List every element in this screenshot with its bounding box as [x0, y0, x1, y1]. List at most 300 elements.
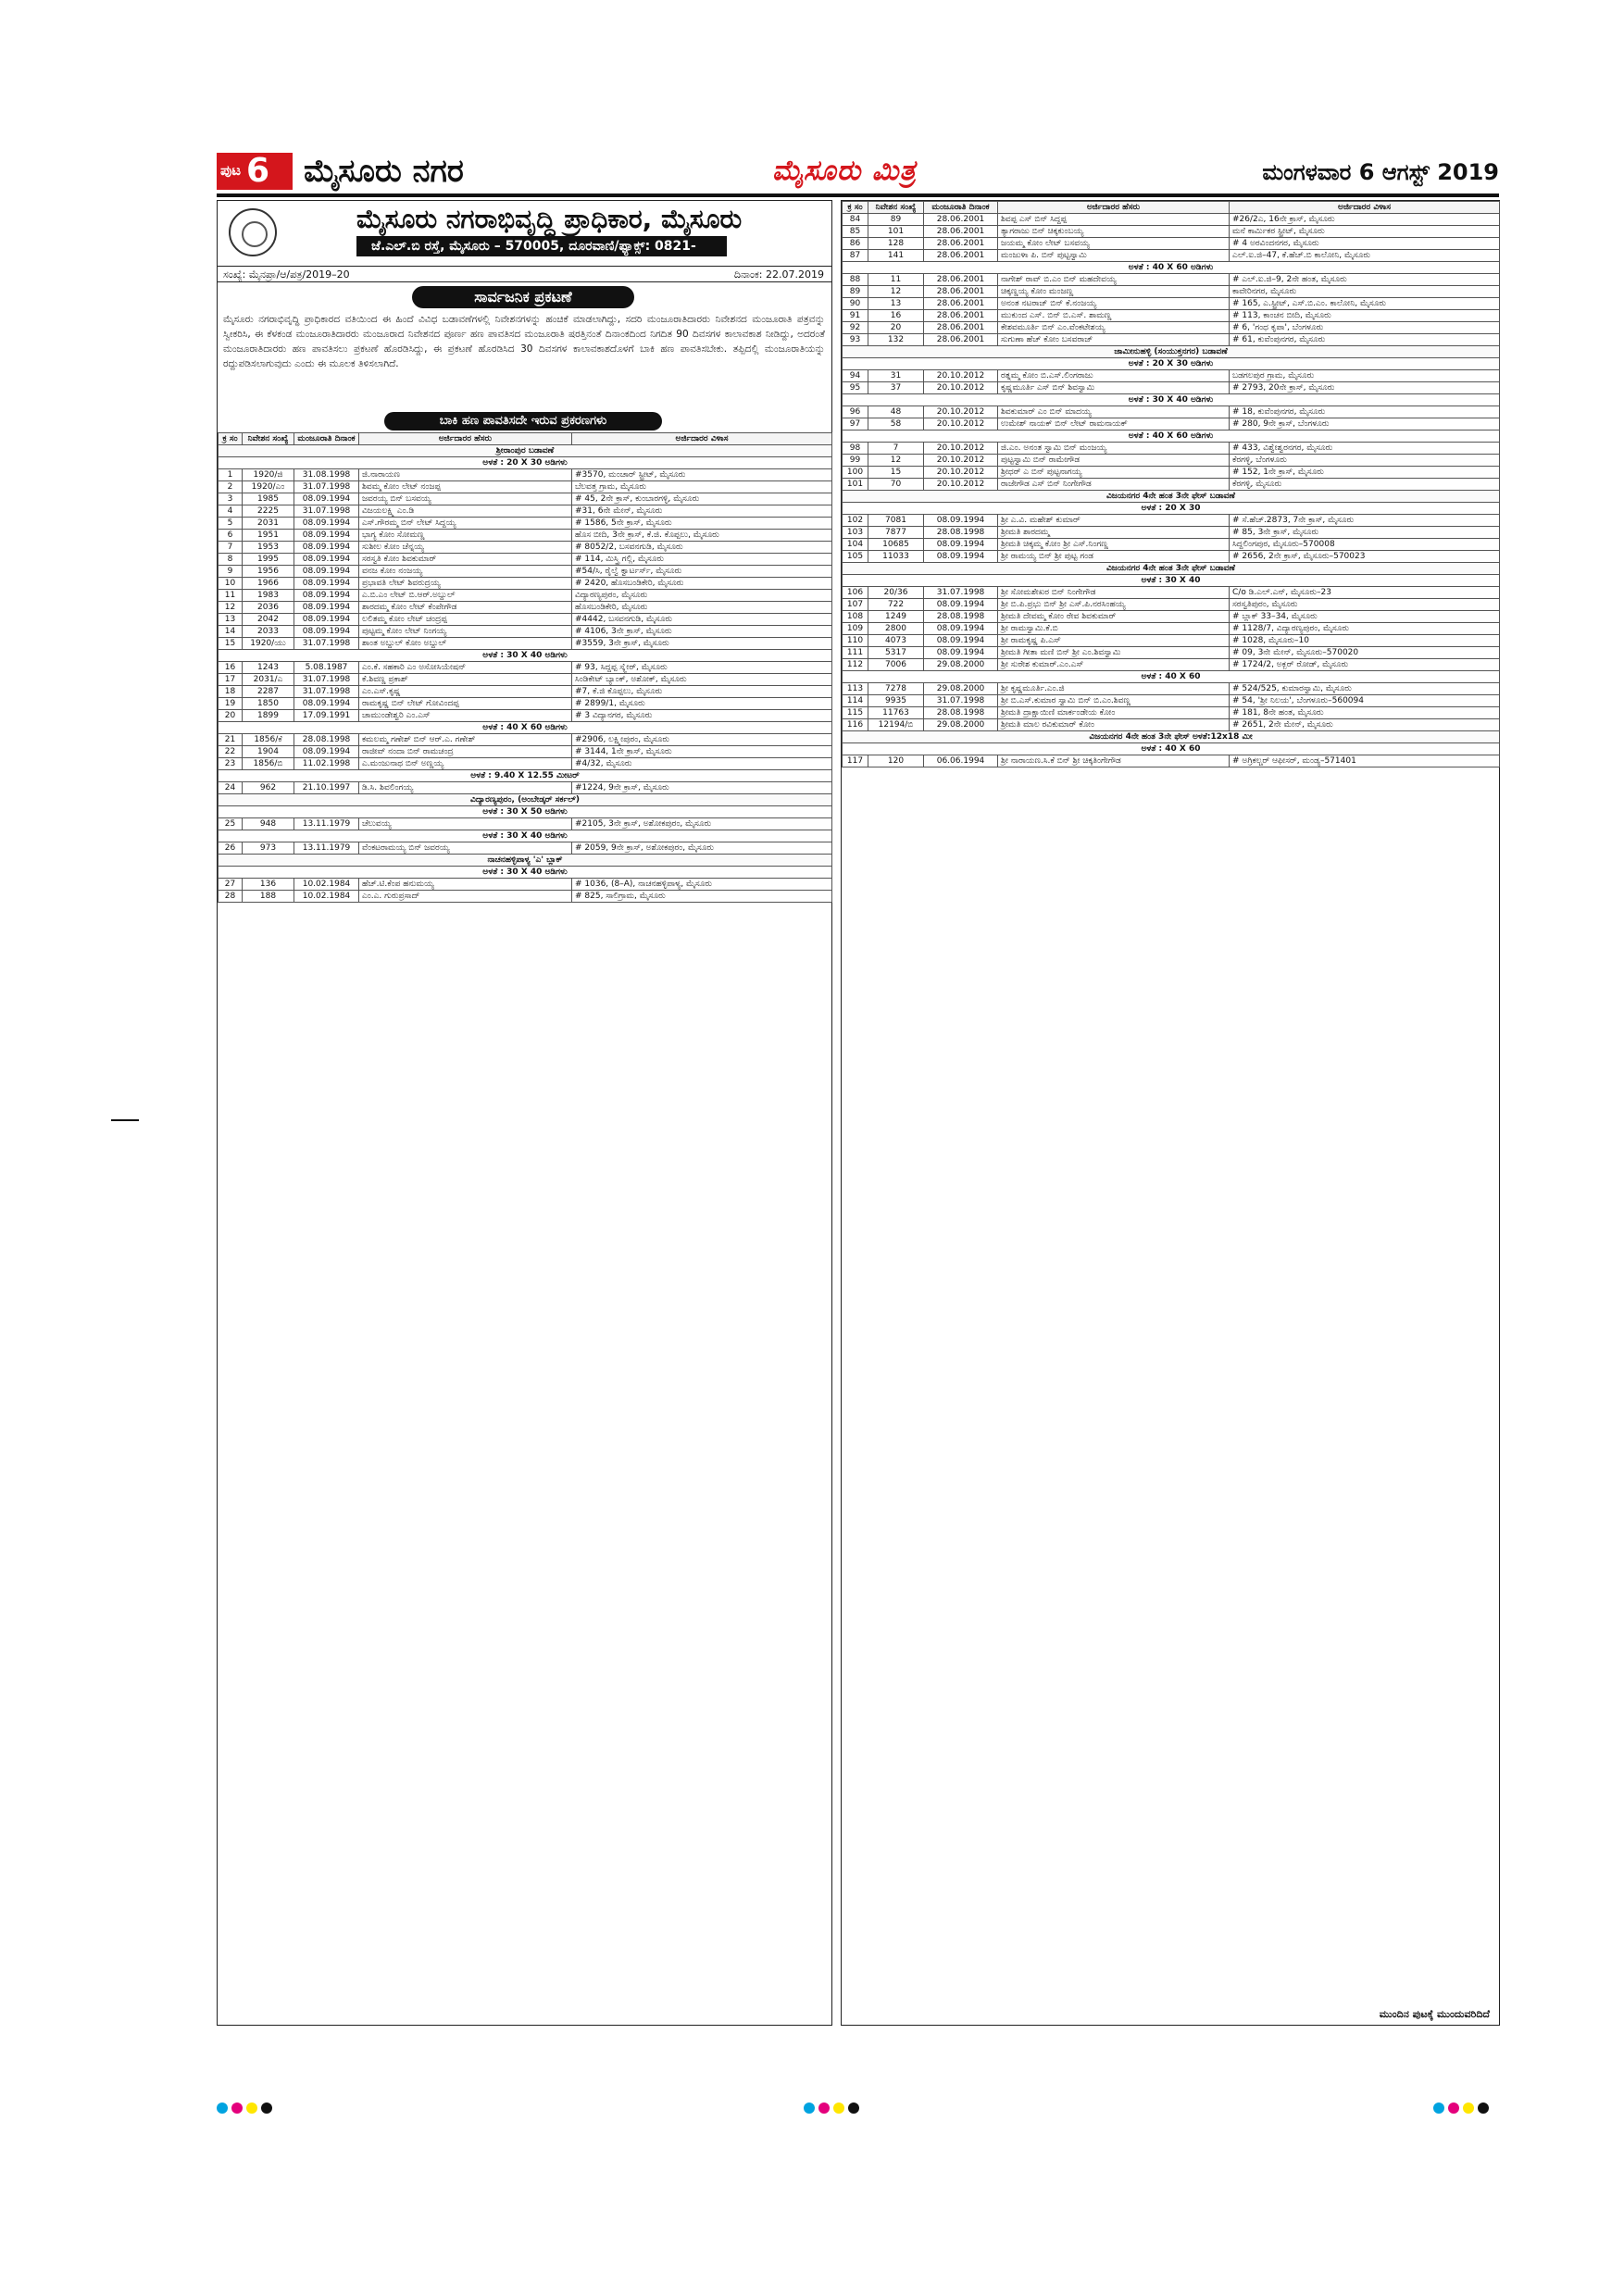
- site-size-row: [843, 503, 1500, 515]
- allotment-date-cell: 08.09.1994: [924, 623, 998, 635]
- applicant-name-cell: ಶಿವಮ್ಮ ಕೋಂ ಲೇಟ್ ನಂಜಪ್ಪ: [359, 481, 572, 493]
- reference-row: [218, 266, 831, 282]
- allotment-date-cell: 20.10.2012: [924, 418, 998, 430]
- applicant-address-cell: # 6, 'ಗಂಧ ಕೃಪಾ', ಬೆಂಗಳೂರು: [1230, 322, 1500, 334]
- site-size-heading: ಅಳತೆ : 30 X 40 ಅಡಿಗಳು: [843, 394, 1500, 406]
- allotment-date-cell: 29.08.2000: [924, 683, 998, 695]
- magenta-dot-icon: [231, 2103, 243, 2114]
- applicant-name-cell: ಶ್ರೀಧರ್ ಎ ಬಿನ್ ಪುಟ್ಟನಾಗಯ್ಯ: [998, 467, 1230, 479]
- serial-cell: 85: [843, 226, 868, 238]
- authority-emblem-icon: [229, 208, 277, 256]
- applicant-name-cell: ನಾಗೇಶ್ ರಾವ್ ಬಿ.ಎಂ ಬಿನ್ ಮಹದೇವಯ್ಯ: [998, 274, 1230, 286]
- allotment-date-cell: 08.09.1994: [294, 698, 359, 710]
- allotment-date-cell: 31.07.1998: [294, 481, 359, 493]
- header-address: ಅರ್ಜಿದಾರರ ವಿಳಾಸ: [1230, 202, 1500, 214]
- table-row: [219, 818, 832, 830]
- applicant-address-cell: # 1724/2, ಅಕ್ಬರ್ ರೋಡ್, ಮೈಸೂರು: [1230, 659, 1500, 671]
- serial-cell: 18: [219, 686, 243, 698]
- table-row: [843, 587, 1500, 599]
- site-size-row: [843, 358, 1500, 370]
- serial-cell: 90: [843, 298, 868, 310]
- site-number-cell: 1985: [243, 493, 294, 505]
- site-number-cell: 7: [868, 443, 924, 455]
- site-size-heading: ಅಳತೆ : 9.40 X 12.55 ಮೀಟರ್: [219, 770, 832, 782]
- applicant-address-cell: # 61, ಕುವೆಂಪುನಗರ, ಮೈಸೂರು: [1230, 334, 1500, 346]
- allotment-date-cell: 28.06.2001: [924, 238, 998, 250]
- layout-heading: ವಿಜಯನಗರ 4ನೇ ಹಂತ 3ನೇ ಫೇಸ್ ಬಡಾವಣೆ: [843, 491, 1500, 503]
- allotment-date-cell: 28.06.2001: [924, 250, 998, 262]
- table-row: [843, 527, 1500, 539]
- section-title: ಮೈಸೂರು ನಗರ: [304, 153, 464, 190]
- applicant-address-cell: # 524/525, ಕುಮಾರಸ್ವಾಮಿ, ಮೈಸೂರು: [1230, 683, 1500, 695]
- table-row: [843, 683, 1500, 695]
- applicant-name-cell: ಶ್ರೀ ಕೃಷ್ಣಮೂರ್ತಿ.ಎಂ.ಜಿ: [998, 683, 1230, 695]
- allotment-date-cell: 28.06.2001: [924, 322, 998, 334]
- site-size-heading: ಅಳತೆ : 30 X 40 ಅಡಿಗಳು: [219, 650, 832, 662]
- site-number-cell: 2031/ಎ: [243, 674, 294, 686]
- site-number-cell: 2042: [243, 614, 294, 626]
- applicant-address-cell: ಕೆರಗಳ್ಳಿ, ಮೈಸೂರು: [1230, 479, 1500, 491]
- serial-cell: 13: [219, 614, 243, 626]
- serial-cell: 95: [843, 382, 868, 394]
- table-row: [843, 310, 1500, 322]
- table-row: [843, 334, 1500, 346]
- allotment-date-cell: 20.10.2012: [924, 370, 998, 382]
- table-row: [219, 566, 832, 578]
- allotment-date-cell: 28.08.1998: [924, 707, 998, 719]
- allotment-date-cell: 08.09.1994: [294, 530, 359, 542]
- table-row: [843, 635, 1500, 647]
- allotment-date-cell: 29.08.2000: [924, 659, 998, 671]
- site-size-heading: ಅಳತೆ : 20 X 30: [843, 503, 1500, 515]
- applicant-address-cell: # 09, 3ನೇ ಮೇನ್, ಮೈಸೂರು–570020: [1230, 647, 1500, 659]
- table-body-left: [219, 445, 832, 903]
- authority-address: ಜೆ.ಎಲ್.ಬಿ ರಸ್ತೆ, ಮೈಸೂರು – 570005, ದೂರವಾಣಿ/ಫ್ಯಾಕ್ಸ್: 0821-2420624: [356, 236, 727, 256]
- site-size-heading: ಅಳತೆ : 20 X 30 ಅಡಿಗಳು: [843, 358, 1500, 370]
- serial-cell: 1: [219, 469, 243, 481]
- table-row: [219, 891, 832, 903]
- applicant-address-cell: #31, 6ನೇ ಮೇನ್, ಮೈಸೂರು: [572, 505, 832, 518]
- applicant-address-cell: # 54, 'ಶ್ರೀ ನಿಲಯ', ಬೆಂಗಳೂರು–560094: [1230, 695, 1500, 707]
- serial-cell: 107: [843, 599, 868, 611]
- site-number-cell: 89: [868, 214, 924, 226]
- black-dot-icon: [261, 2103, 272, 2114]
- applicant-address-cell: # 85, 3ನೇ ಕ್ರಾಸ್, ಮೈಸೂರು: [1230, 527, 1500, 539]
- public-notice-right-column: [841, 200, 1500, 2026]
- applicant-address-cell: # ಬ್ಲಾಕ್ 33–34, ಮೈಸೂರು: [1230, 611, 1500, 623]
- site-size-heading: ಅಳತೆ : 40 X 60 ಅಡಿಗಳು: [843, 430, 1500, 443]
- site-number-cell: 1956: [243, 566, 294, 578]
- site-number-cell: 136: [243, 879, 294, 891]
- applicant-address-cell: # 433, ವಿಶ್ವೇಶ್ವರನಗರ, ಮೈಸೂರು: [1230, 443, 1500, 455]
- applicant-name-cell: ಶ್ರೀ ರಾಮಸ್ವಾಮಿ.ಕೆ.ಬಿ: [998, 623, 1230, 635]
- site-number-cell: 1951: [243, 530, 294, 542]
- site-size-row: [219, 722, 832, 734]
- site-size-row: [219, 770, 832, 782]
- applicant-name-cell: ಶ್ರೀಮತಿ ದೇವಮ್ಮ ಕೋಂ ರೇವ ಶಿವಕುಮಾರ್: [998, 611, 1230, 623]
- allotment-date-cell: 08.09.1994: [924, 515, 998, 527]
- site-number-cell: 1995: [243, 554, 294, 566]
- notice-intro-text: ಮೈಸೂರು ನಗರಾಭಿವೃದ್ಧಿ ಪ್ರಾಧಿಕಾರದ ವತಿಯಿಂದ ಈ ಹಿಂದೆ ವಿವಿಧ ಬಡಾವಣೆಗಳಲ್ಲಿ ನಿವೇಶನಗಳನ್ನು ಹಂಚಿಕೆ ಮಾಡಲಾಗಿದ್ದು, ಸದರಿ ಮಂಜೂರಾತಿದಾರರು ನಿವೇಶನದ ಮಂಜೂರಾತಿ ಪತ್ರವನ್ನು ಸ್ವೀಕರಿಸಿ, ಈ ಕೆಳಕಂಡ ಮಂಜೂರಾತಿದಾರರು ಮಂಜೂರಾದ ನಿವೇಶನದ ಪೂರ್ಣ ಹಣ ಪಾವತಿಸದ ಮಂಜೂರಾತಿ ಷರತ್ತಿನಂತೆ ದಿನಾಂಕದಿಂದ ನಿಗದಿತ 90 ದಿವಸಗಳ ಕಾಲಾವಕಾಶ ನೀಡಿದ್ದು, ಅದರಂತೆ ಮಂಜೂರಾತಿದಾರರು ಹಣ ಪಾವತಿಸಲು ಪ್ರಕಟಣೆ ಹೊರಡಿಸಿದ್ದು, ಈ ಪ್ರಕಟಣೆ ಹೊರಡಿಸಿದ 30 ದಿವಸಗಳ ಕಾಲಾವಕಾಶದೊಳಗೆ ಬಾಕಿ ಹಣ ಪಾವತಿಸಬೇಕು. ತಪ್ಪಿದಲ್ಲಿ ಮಂಜೂರಾತಿಯನ್ನು ರದ್ದುಪಡಿಸಲಾಗುವುದು ಎಂದು ಈ ಮೂಲಕ ತಿಳಿಸಲಾಗಿದೆ.: [223, 314, 825, 369]
- applicant-address-cell: ಬಡಗಲಪುರ ಗ್ರಾಮ, ಮೈಸೂರು: [1230, 370, 1500, 382]
- site-size-heading: ಅಳತೆ : 40 X 60: [843, 671, 1500, 683]
- header-serial: ಕ್ರ ಸಂ: [843, 202, 868, 214]
- masthead: [217, 151, 1499, 192]
- layout-heading: ವಿಜಯನಗರ 4ನೇ ಹಂತ 3ನೇ ಫೇಸ್ ಬಡಾವಣೆ: [843, 563, 1500, 575]
- table-row: [843, 707, 1500, 719]
- page-number: 6: [246, 152, 270, 190]
- serial-cell: 110: [843, 635, 868, 647]
- applicant-name-cell: ಚೆಲುವಯ್ಯ: [359, 818, 572, 830]
- table-row: [843, 659, 1500, 671]
- allotment-date-cell: 28.06.2001: [924, 298, 998, 310]
- table-row: [219, 530, 832, 542]
- allotment-date-cell: 20.10.2012: [924, 443, 998, 455]
- serial-cell: 116: [843, 719, 868, 731]
- site-number-cell: 2031: [243, 518, 294, 530]
- table-row: [843, 382, 1500, 394]
- allotment-date-cell: 31.07.1998: [294, 505, 359, 518]
- yellow-dot-icon: [246, 2103, 257, 2114]
- layout-heading-row: [843, 731, 1500, 743]
- serial-cell: 92: [843, 322, 868, 334]
- table-row: [219, 782, 832, 794]
- applicant-name-cell: ಕೆ.ಶಿವಣ್ಣ ಪ್ರಕಾಶ್: [359, 674, 572, 686]
- table-row: [219, 469, 832, 481]
- site-number-cell: 128: [868, 238, 924, 250]
- applicant-name-cell: ಶ್ರೀ ಸೋಮಶೇಖರ ಬಿನ್ ನಿಂಗೇಗೌಡ: [998, 587, 1230, 599]
- site-number-cell: 1983: [243, 590, 294, 602]
- table-row: [843, 623, 1500, 635]
- site-number-cell: 1953: [243, 542, 294, 554]
- serial-cell: 84: [843, 214, 868, 226]
- serial-cell: 4: [219, 505, 243, 518]
- serial-cell: 99: [843, 455, 868, 467]
- table-row: [219, 842, 832, 855]
- site-number-cell: 11: [868, 274, 924, 286]
- applicant-name-cell: ಸುಗುಣಾ ಹೆಚ್ ಕೋಂ ಬಸವರಾಜ್: [998, 334, 1230, 346]
- allotment-date-cell: 31.07.1998: [294, 686, 359, 698]
- applicant-address-cell: # 4 ಅರವಿಂದನಗರ, ಮೈಸೂರು: [1230, 238, 1500, 250]
- applicant-name-cell: ಪ್ರಭಾವತಿ ಲೇಟ್ ಶಿವರುದ್ರಯ್ಯ: [359, 578, 572, 590]
- allotment-date-cell: 08.09.1994: [294, 602, 359, 614]
- applicant-address-cell: # 4106, 3ನೇ ಕ್ರಾಸ್, ಮೈಸೂರು: [572, 626, 832, 638]
- site-number-cell: 7278: [868, 683, 924, 695]
- applicant-name-cell: ಅನಂತ ನಟರಾಜ್ ಬಿನ್ ಕೆ.ನಂಜಯ್ಯ: [998, 298, 1230, 310]
- table-row: [843, 539, 1500, 551]
- applicant-address-cell: ಹೊಸ ಬೀದಿ, 3ನೇ ಕ್ರಾಸ್, ಕೆ.ಜಿ. ಕೊಪ್ಪಲು, ಮೈಸೂರು: [572, 530, 832, 542]
- applicant-address-cell: #7, ಕೆ.ಜಿ ಕೊಪ್ಪಲು, ಮೈಸೂರು: [572, 686, 832, 698]
- allotment-table-left: [218, 432, 832, 903]
- serial-cell: 103: [843, 527, 868, 539]
- site-size-row: [843, 671, 1500, 683]
- allotment-date-cell: 20.10.2012: [924, 455, 998, 467]
- top-rule: [0, 0, 1624, 7]
- applicant-name-cell: ರತ್ನಮ್ಮ ಕೋಂ ಬಿ.ಎಸ್.ಲಿಂಗರಾಜು: [998, 370, 1230, 382]
- serial-cell: 23: [219, 758, 243, 770]
- pending-cases-badge: ಬಾಕಿ ಹಣ ಪಾವತಿಸದೇ ಇರುವ ಪ್ರಕರಣಗಳು: [384, 412, 662, 430]
- table-row: [219, 758, 832, 770]
- serial-cell: 115: [843, 707, 868, 719]
- serial-cell: 7: [219, 542, 243, 554]
- table-row: [843, 238, 1500, 250]
- site-number-cell: 2033: [243, 626, 294, 638]
- applicant-address-cell: # 2651, 2ನೇ ಮೇನ್, ಮೈಸೂರು: [1230, 719, 1500, 731]
- allotment-date-cell: 11.02.1998: [294, 758, 359, 770]
- applicant-address-cell: ಮನೆ ಕಾರ್ಮಿಕರ ಸ್ಟ್ರೀಟ್, ಮೈಸೂರು: [1230, 226, 1500, 238]
- layout-heading-row: [219, 794, 832, 806]
- site-size-heading: ಅಳತೆ : 30 X 40 ಅಡಿಗಳು: [219, 830, 832, 842]
- serial-cell: 98: [843, 443, 868, 455]
- issue-date: ಮಂಗಳವಾರ 6 ಆಗಸ್ಟ್ 2019: [1262, 159, 1499, 185]
- applicant-name-cell: ಎಸ್.ಗೌರಮ್ಮ ಬಿನ್ ಲೇಟ್ ಸಿದ್ದಯ್ಯ: [359, 518, 572, 530]
- applicant-name-cell: ಎಂ.ಕೆ. ಸಹಕಾರಿ ಎಂ ಅಸೋಸಿಯೇಷನ್: [359, 662, 572, 674]
- cyan-dot-icon: [804, 2103, 815, 2114]
- site-number-cell: 2800: [868, 623, 924, 635]
- allotment-date-cell: 20.10.2012: [924, 467, 998, 479]
- applicant-name-cell: ಭಾಗ್ಯ ಕೋಂ ಸೋಮಣ್ಣ: [359, 530, 572, 542]
- site-number-cell: 48: [868, 406, 924, 418]
- header-site-no: ನಿವೇಶನ ಸಂಖ್ಯೆ: [243, 433, 294, 445]
- table-row: [219, 614, 832, 626]
- serial-cell: 14: [219, 626, 243, 638]
- layout-heading: ಜಾಮೀನುಹಳ್ಳಿ (ಸಂಯುಕ್ತನಗರ) ಬಡಾವಣೆ: [843, 346, 1500, 358]
- cyan-dot-icon: [217, 2103, 228, 2114]
- applicant-name-cell: ಸುಶೀಲ ಕೋಂ ಚೆನ್ನಯ್ಯ: [359, 542, 572, 554]
- site-number-cell: 1249: [868, 611, 924, 623]
- applicant-address-cell: #2105, 3ನೇ ಕ್ರಾಸ್, ಅಶೋಕಪುರಂ, ಮೈಸೂರು: [572, 818, 832, 830]
- applicant-address-cell: ಸಿದ್ದಲಿಂಗಪುರ, ಮೈಸೂರು–570008: [1230, 539, 1500, 551]
- table-row: [843, 599, 1500, 611]
- table-row: [219, 674, 832, 686]
- applicant-address-cell: # 2656, 2ನೇ ಕ್ರಾಸ್, ಮೈಸೂರು–570023: [1230, 551, 1500, 563]
- serial-cell: 9: [219, 566, 243, 578]
- applicant-name-cell: ಮುಕುಂದ ಎಸ್. ಬಿನ್ ಬಿ.ಎಸ್. ಶಾಮಣ್ಣ: [998, 310, 1230, 322]
- applicant-address-cell: # 181, 8ನೇ ಹಂತ, ಮೈಸೂರು: [1230, 707, 1500, 719]
- applicant-name-cell: ಶಿವಕುಮಾರ್ ಎಂ ಬಿನ್ ಮಾದಯ್ಯ: [998, 406, 1230, 418]
- applicant-name-cell: ರಾಜೇಗೌಡ ಎಸ್ ಬಿನ್ ನಿಂಗೇಗೌಡ: [998, 479, 1230, 491]
- header-date: ಮಂಜೂರಾತಿ ದಿನಾಂಕ: [924, 202, 998, 214]
- site-size-heading: ಅಳತೆ : 30 X 40 ಅಡಿಗಳು: [219, 867, 832, 879]
- table-row: [219, 602, 832, 614]
- allotment-date-cell: 31.08.1998: [294, 469, 359, 481]
- serial-cell: 100: [843, 467, 868, 479]
- allotment-date-cell: 28.08.1998: [924, 611, 998, 623]
- table-row: [219, 746, 832, 758]
- applicant-name-cell: ರಾಮಕೃಷ್ಣ ಬಿನ್ ಲೇಟ್ ಗೋವಿಂದಪ್ಪ: [359, 698, 572, 710]
- allotment-date-cell: 08.09.1994: [924, 635, 998, 647]
- allotment-date-cell: 28.08.1998: [924, 527, 998, 539]
- applicant-address-cell: # 114, ಮಿಸ್ತ್ರಿ ಗಲ್ಲಿ, ಮೈಸೂರು: [572, 554, 832, 566]
- site-number-cell: 7081: [868, 515, 924, 527]
- serial-cell: 91: [843, 310, 868, 322]
- applicant-address-cell: ಹೊಸಬಂಡಿಕೇರಿ, ಮೈಸೂರು: [572, 602, 832, 614]
- serial-cell: 24: [219, 782, 243, 794]
- applicant-name-cell: ಶ್ರೀ ರಾಮಕೃಷ್ಣ ಪಿ.ಎಸ್: [998, 635, 1230, 647]
- table-row: [219, 662, 832, 674]
- site-number-cell: 7877: [868, 527, 924, 539]
- applicant-address-cell: #54/ಸಿ, ರೈಲ್ವೆ ಕ್ವಾರ್ಟರ್ಸ್, ಮೈಸೂರು: [572, 566, 832, 578]
- site-number-cell: 962: [243, 782, 294, 794]
- site-number-cell: 141: [868, 250, 924, 262]
- allotment-date-cell: 08.09.1994: [924, 599, 998, 611]
- applicant-name-cell: ಜಿ.ಎಂ. ಅನಂತ ಸ್ವಾಮಿ ಬಿನ್ ಮಂಜಯ್ಯ: [998, 443, 1230, 455]
- applicant-address-cell: # 113, ಕಾಂಚನ ಬೀದಿ, ಮೈಸೂರು: [1230, 310, 1500, 322]
- site-size-row: [843, 262, 1500, 274]
- serial-cell: 105: [843, 551, 868, 563]
- applicant-name-cell: ಜಿ.ನಾರಾಯಣ: [359, 469, 572, 481]
- layout-heading: ನಾಚನಹಳ್ಳಿಪಾಳ್ಯ 'ಎ' ಬ್ಲಾಕ್: [219, 855, 832, 867]
- table-row: [843, 418, 1500, 430]
- serial-cell: 114: [843, 695, 868, 707]
- table-body-right: [843, 214, 1500, 767]
- site-number-cell: 37: [868, 382, 924, 394]
- table-row: [843, 755, 1500, 767]
- serial-cell: 89: [843, 286, 868, 298]
- serial-cell: 94: [843, 370, 868, 382]
- serial-cell: 113: [843, 683, 868, 695]
- site-size-row: [219, 830, 832, 842]
- layout-heading-row: [219, 445, 832, 457]
- applicant-address-cell: # 152, 1ನೇ ಕ್ರಾಸ್, ಮೈಸೂರು: [1230, 467, 1500, 479]
- applicant-address-cell: # 1036, (8–A), ನಾಚನಹಳ್ಳಿಪಾಳ್ಯ, ಮೈಸೂರು: [572, 879, 832, 891]
- site-number-cell: 973: [243, 842, 294, 855]
- table-header-row: [843, 202, 1500, 214]
- site-number-cell: 101: [868, 226, 924, 238]
- serial-cell: 27: [219, 879, 243, 891]
- allotment-date-cell: 28.06.2001: [924, 214, 998, 226]
- allotment-date-cell: 28.06.2001: [924, 286, 998, 298]
- allotment-date-cell: 31.07.1998: [294, 674, 359, 686]
- site-number-cell: 1243: [243, 662, 294, 674]
- table-row: [219, 542, 832, 554]
- allotment-date-cell: 20.10.2012: [924, 382, 998, 394]
- serial-cell: 5: [219, 518, 243, 530]
- serial-cell: 96: [843, 406, 868, 418]
- allotment-date-cell: 08.09.1994: [294, 518, 359, 530]
- site-number-cell: 2287: [243, 686, 294, 698]
- allotment-date-cell: 13.11.1979: [294, 818, 359, 830]
- applicant-address-cell: #1224, 9ನೇ ಕ್ರಾಸ್, ಮೈಸೂರು: [572, 782, 832, 794]
- serial-cell: 21: [219, 734, 243, 746]
- applicant-name-cell: ಕೃಷ್ಣಮೂರ್ತಿ ಎಸ್ ಬಿನ್ ಶಿವಸ್ವಾಮಿ: [998, 382, 1230, 394]
- table-row: [843, 406, 1500, 418]
- table-row: [219, 518, 832, 530]
- serial-cell: 22: [219, 746, 243, 758]
- serial-cell: 16: [219, 662, 243, 674]
- serial-cell: 112: [843, 659, 868, 671]
- allotment-date-cell: 08.09.1994: [294, 590, 359, 602]
- allotment-date-cell: 13.11.1979: [294, 842, 359, 855]
- applicant-name-cell: ವೆಂಕಟರಾಮಯ್ಯ ಬಿನ್ ಜವರಯ್ಯ: [359, 842, 572, 855]
- site-number-cell: 1904: [243, 746, 294, 758]
- notice-header: [218, 201, 831, 274]
- allotment-date-cell: 08.09.1994: [924, 551, 998, 563]
- applicant-name-cell: ವನಜ ಕೋಂ ನಂಜಯ್ಯ: [359, 566, 572, 578]
- allotment-date-cell: 10.02.1984: [294, 879, 359, 891]
- page-number-box: [217, 153, 293, 190]
- allotment-date-cell: 28.06.2001: [924, 274, 998, 286]
- applicant-name-cell: ಶ್ರೀಮತಿ ಶಾರದಮ್ಮ: [998, 527, 1230, 539]
- applicant-address-cell: ಕಾವೇರಿನಗರ, ಮೈಸೂರು: [1230, 286, 1500, 298]
- serial-cell: 87: [843, 250, 868, 262]
- table-row: [843, 250, 1500, 262]
- table-row: [843, 515, 1500, 527]
- applicant-address-cell: # 1028, ಮೈಸೂರು–10: [1230, 635, 1500, 647]
- applicant-address-cell: #3559, 3ನೇ ಕ್ರಾಸ್, ಮೈಸೂರು: [572, 638, 832, 650]
- applicant-name-cell: ಎ.ಮಂಜುನಾಥ ಬಿನ್ ಅಣ್ಣಯ್ಯ: [359, 758, 572, 770]
- applicant-name-cell: ಚಾಮುಂಡೇಶ್ವರಿ ಎಂ.ಎಸ್: [359, 710, 572, 722]
- table-row: [843, 370, 1500, 382]
- serial-cell: 102: [843, 515, 868, 527]
- allotment-date-cell: 08.09.1994: [924, 539, 998, 551]
- applicant-name-cell: ಮಂಜುಳಾ ಪಿ. ಬಿನ್ ಪುಟ್ಟಸ್ವಾಮಿ: [998, 250, 1230, 262]
- allotment-date-cell: 31.07.1998: [924, 695, 998, 707]
- table-row: [843, 455, 1500, 467]
- allotment-date-cell: 06.06.1994: [924, 755, 998, 767]
- yellow-dot-icon: [833, 2103, 844, 2114]
- allotment-date-cell: 31.07.1998: [924, 587, 998, 599]
- applicant-address-cell: # 3144, 1ನೇ ಕ್ರಾಸ್, ಮೈಸೂರು: [572, 746, 832, 758]
- applicant-name-cell: ಶ್ರೀಮತಿ ದ್ರಾಕ್ಷಾಯಿಣಿ ಮಾರ್ಕಂಡೇಯ ಕೋಂ: [998, 707, 1230, 719]
- applicant-name-cell: ಶಾರದಮ್ಮ ಕೋಂ ಲೇಟ್ ಕೆಂಪೇಗೌಡ: [359, 602, 572, 614]
- authority-title: ಮೈಸೂರು ನಗರಾಭಿವೃದ್ಧಿ ಪ್ರಾಧಿಕಾರ, ಮೈಸೂರು: [356, 204, 743, 234]
- yellow-dot-icon: [1463, 2103, 1474, 2114]
- applicant-address-cell: # 825, ಸಾಲಿಗ್ರಾಮ, ಮೈಸೂರು: [572, 891, 832, 903]
- allotment-date-cell: 17.09.1991: [294, 710, 359, 722]
- allotment-date-cell: 28.06.2001: [924, 334, 998, 346]
- allotment-date-cell: 28.08.1998: [294, 734, 359, 746]
- site-size-heading: ಅಳತೆ : 40 X 60 ಅಡಿಗಳು: [219, 722, 832, 734]
- serial-cell: 88: [843, 274, 868, 286]
- applicant-name-cell: ಕೇಶವಮೂರ್ತಿ ಬಿನ್ ಎಂ.ವೆಂಕಟೇಶಯ್ಯ: [998, 322, 1230, 334]
- table-row: [843, 298, 1500, 310]
- site-size-heading: ಅಳತೆ : 40 X 60 ಅಡಿಗಳು: [843, 262, 1500, 274]
- black-dot-icon: [848, 2103, 859, 2114]
- registration-marks-right: [1433, 2100, 1493, 2111]
- applicant-name-cell: ರಾಜೀವ್ ನಂದಾ ಬಿನ್ ರಾಮಚಂದ್ರ: [359, 746, 572, 758]
- applicant-address-cell: #4/32, ಮೈಸೂರು: [572, 758, 832, 770]
- allotment-date-cell: 08.09.1994: [294, 493, 359, 505]
- table-row: [843, 322, 1500, 334]
- reference-number: ಸಂಖ್ಯೆ: ಮೈನಪ್ರಾ/ಆ/ಪತ್ರ/2019–20: [223, 268, 350, 281]
- table-header-row: [219, 433, 832, 445]
- applicant-address-cell: # 280, 9ನೇ ಕ್ರಾಸ್, ಬೆಂಗಳೂರು: [1230, 418, 1500, 430]
- site-number-cell: 1920/ಯು: [243, 638, 294, 650]
- site-number-cell: 15: [868, 467, 924, 479]
- applicant-address-cell: #2906, ಲಕ್ಷ್ಮೀಪುರಂ, ಮೈಸೂರು: [572, 734, 832, 746]
- site-size-heading: ಅಳತೆ : 30 X 40: [843, 575, 1500, 587]
- site-number-cell: 12: [868, 455, 924, 467]
- table-row: [219, 554, 832, 566]
- layout-heading-row: [843, 563, 1500, 575]
- magenta-dot-icon: [1448, 2103, 1459, 2114]
- header-site-no: ನಿವೇಶನ ಸಂಖ್ಯೆ: [868, 202, 924, 214]
- site-number-cell: 948: [243, 818, 294, 830]
- serial-cell: 86: [843, 238, 868, 250]
- site-number-cell: 1966: [243, 578, 294, 590]
- site-size-heading: ಅಳತೆ : 20 X 30 ಅಡಿಗಳು: [219, 457, 832, 469]
- site-number-cell: 1856/ಕೆ: [243, 734, 294, 746]
- continued-note: ಮುಂದಿನ ಪುಟಕ್ಕೆ ಮುಂದುವರಿದಿದೆ: [1379, 2008, 1490, 2020]
- applicant-name-cell: ಲಲಿತಮ್ಮ ಕೋಂ ಲೇಟ್ ಚಂದ್ರಪ್ಪ: [359, 614, 572, 626]
- site-size-row: [843, 575, 1500, 587]
- applicant-name-cell: ವಿಜಯಲಕ್ಷ್ಮಿ ಎಂ.ಡಿ: [359, 505, 572, 518]
- applicant-address-cell: ಸರಸ್ವತಿಪುರಂ, ಮೈಸೂರು: [1230, 599, 1500, 611]
- allotment-date-cell: 08.09.1994: [924, 647, 998, 659]
- table-row: [219, 505, 832, 518]
- serial-cell: 28: [219, 891, 243, 903]
